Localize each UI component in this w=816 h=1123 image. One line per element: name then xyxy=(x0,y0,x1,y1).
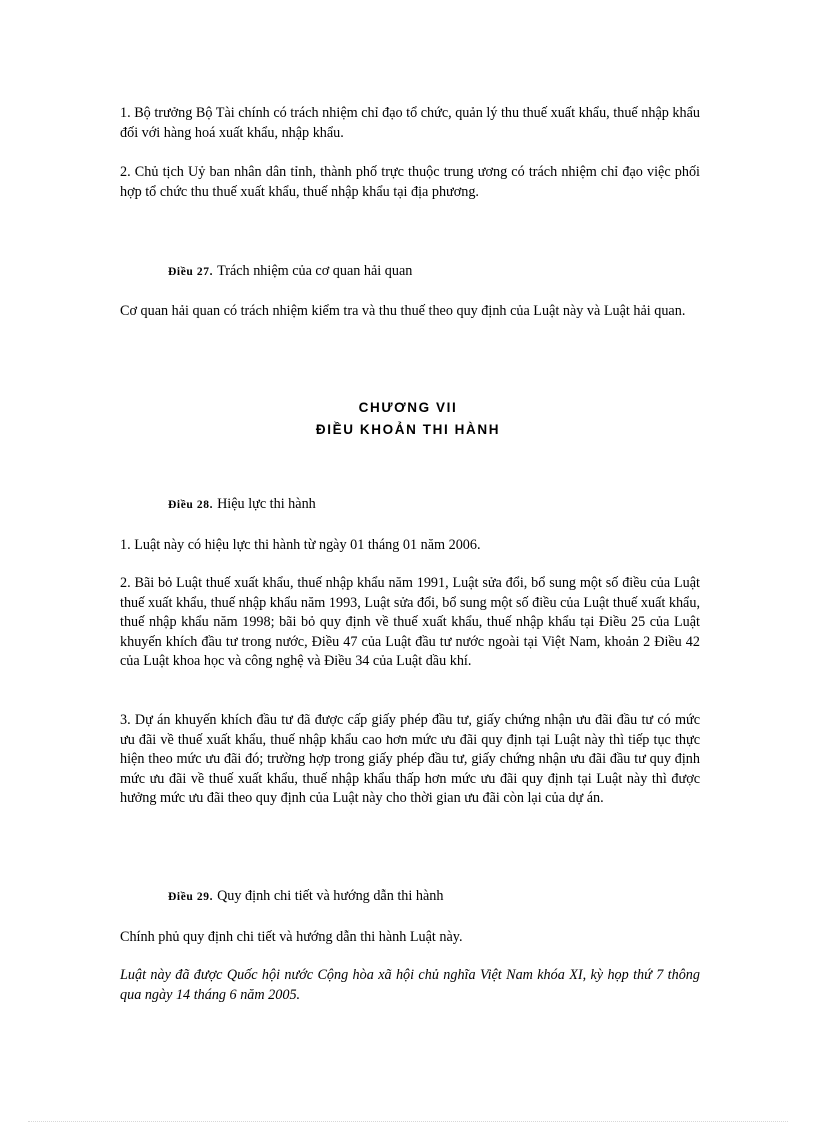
chapter-number: CHƯƠNG VII xyxy=(358,400,458,415)
article-title: Quy định chi tiết và hướng dẫn thi hành xyxy=(217,888,444,904)
article-body-text: Chính phủ quy định chi tiết và hướng dẫn thi hành Luật này. xyxy=(120,929,463,945)
article-28-heading xyxy=(168,495,316,516)
closing-note xyxy=(120,966,700,1005)
chapter-heading xyxy=(0,397,816,441)
clause-text: 3. Dự án khuyến khích đầu tư đã được cấp giấy phép đầu tư, giấy chứng nhận ưu đãi đầu tư có mức ưu đãi về thuế xuất khẩu, thuế nhập khẩu cao hơn mức ưu đãi quy định tại Luật này thì tiếp tục thực hiện theo mức ưu đãi đó; trường hợp trong giấy phép đầu tư, giấy chứng nhận ưu đãi đầu tư quy định mức ưu đãi về thuế xuất khẩu, thuế nhập khẩu thấp hơn mức ưu đãi quy định tại Luật này thì được hưởng mức ưu đãi theo quy định của Luật này cho thời gian ưu đãi còn lại của dự án. xyxy=(120,712,700,806)
article-27-body xyxy=(120,302,700,322)
article-28-clause-1 xyxy=(120,536,700,556)
article-number: Điều 29. xyxy=(168,891,214,903)
article-28-clause-2 xyxy=(120,574,700,672)
article-29-heading xyxy=(168,887,443,908)
clause-text: 2. Bãi bỏ Luật thuế xuất khẩu, thuế nhập khẩu năm 1991, Luật sửa đổi, bổ sung một số điều của Luật thuế xuất khẩu, thuế nhập khẩu năm 1993, Luật sửa đổi, bổ sung một số điều của Luật thuế xuất khẩu, thuế nhập khẩu năm 1998; bãi bỏ quy định về thuế xuất khẩu, thuế nhập khẩu tại Điều 25 của Luật khuyến khích đầu tư trong nước, Điều 47 của Luật đầu tư nước ngoài tại Việt Nam, khoản 2 Điều 42 của Luật khoa học và công nghệ và Điều 34 của Luật dầu khí. xyxy=(120,575,700,669)
chapter-title: ĐIỀU KHOẢN THI HÀNH xyxy=(315,422,501,437)
clause-text: 2. Chủ tịch Uỷ ban nhân dân tỉnh, thành phố trực thuộc trung ương có trách nhiệm chỉ đạo việc phối hợp tổ chức thu thuế xuất khẩu, thuế nhập khẩu tại địa phương. xyxy=(120,164,700,200)
article-number: Điều 27. xyxy=(168,266,214,278)
clause-text: 1. Bộ trưởng Bộ Tài chính có trách nhiệm chỉ đạo tổ chức, quản lý thu thuế xuất khẩu, thuế nhập khẩu đối với hàng hoá xuất khẩu, nhập khẩu. xyxy=(120,105,700,141)
article-29-body xyxy=(120,928,700,948)
article-body-text: Cơ quan hải quan có trách nhiệm kiểm tra và thu thuế theo quy định của Luật này và Luật hải quan. xyxy=(120,303,686,319)
article-title: Trách nhiệm của cơ quan hải quan xyxy=(217,263,413,279)
article-28-clause-3 xyxy=(120,711,700,809)
article-number: Điều 28. xyxy=(168,499,214,511)
clause-text: 1. Luật này có hiệu lực thi hành từ ngày 01 tháng 01 năm 2006. xyxy=(120,537,481,553)
page-bottom-rule xyxy=(28,1121,788,1122)
intro-clause-2 xyxy=(120,163,700,202)
intro-clause-1 xyxy=(120,104,700,143)
article-title: Hiệu lực thi hành xyxy=(217,496,316,512)
article-27-heading xyxy=(168,262,412,283)
closing-note-text: Luật này đã được Quốc hội nước Cộng hòa xã hội chủ nghĩa Việt Nam khóa XI, kỳ họp thứ 7 thông qua ngày 14 tháng 6 năm 2005. xyxy=(120,967,700,1003)
